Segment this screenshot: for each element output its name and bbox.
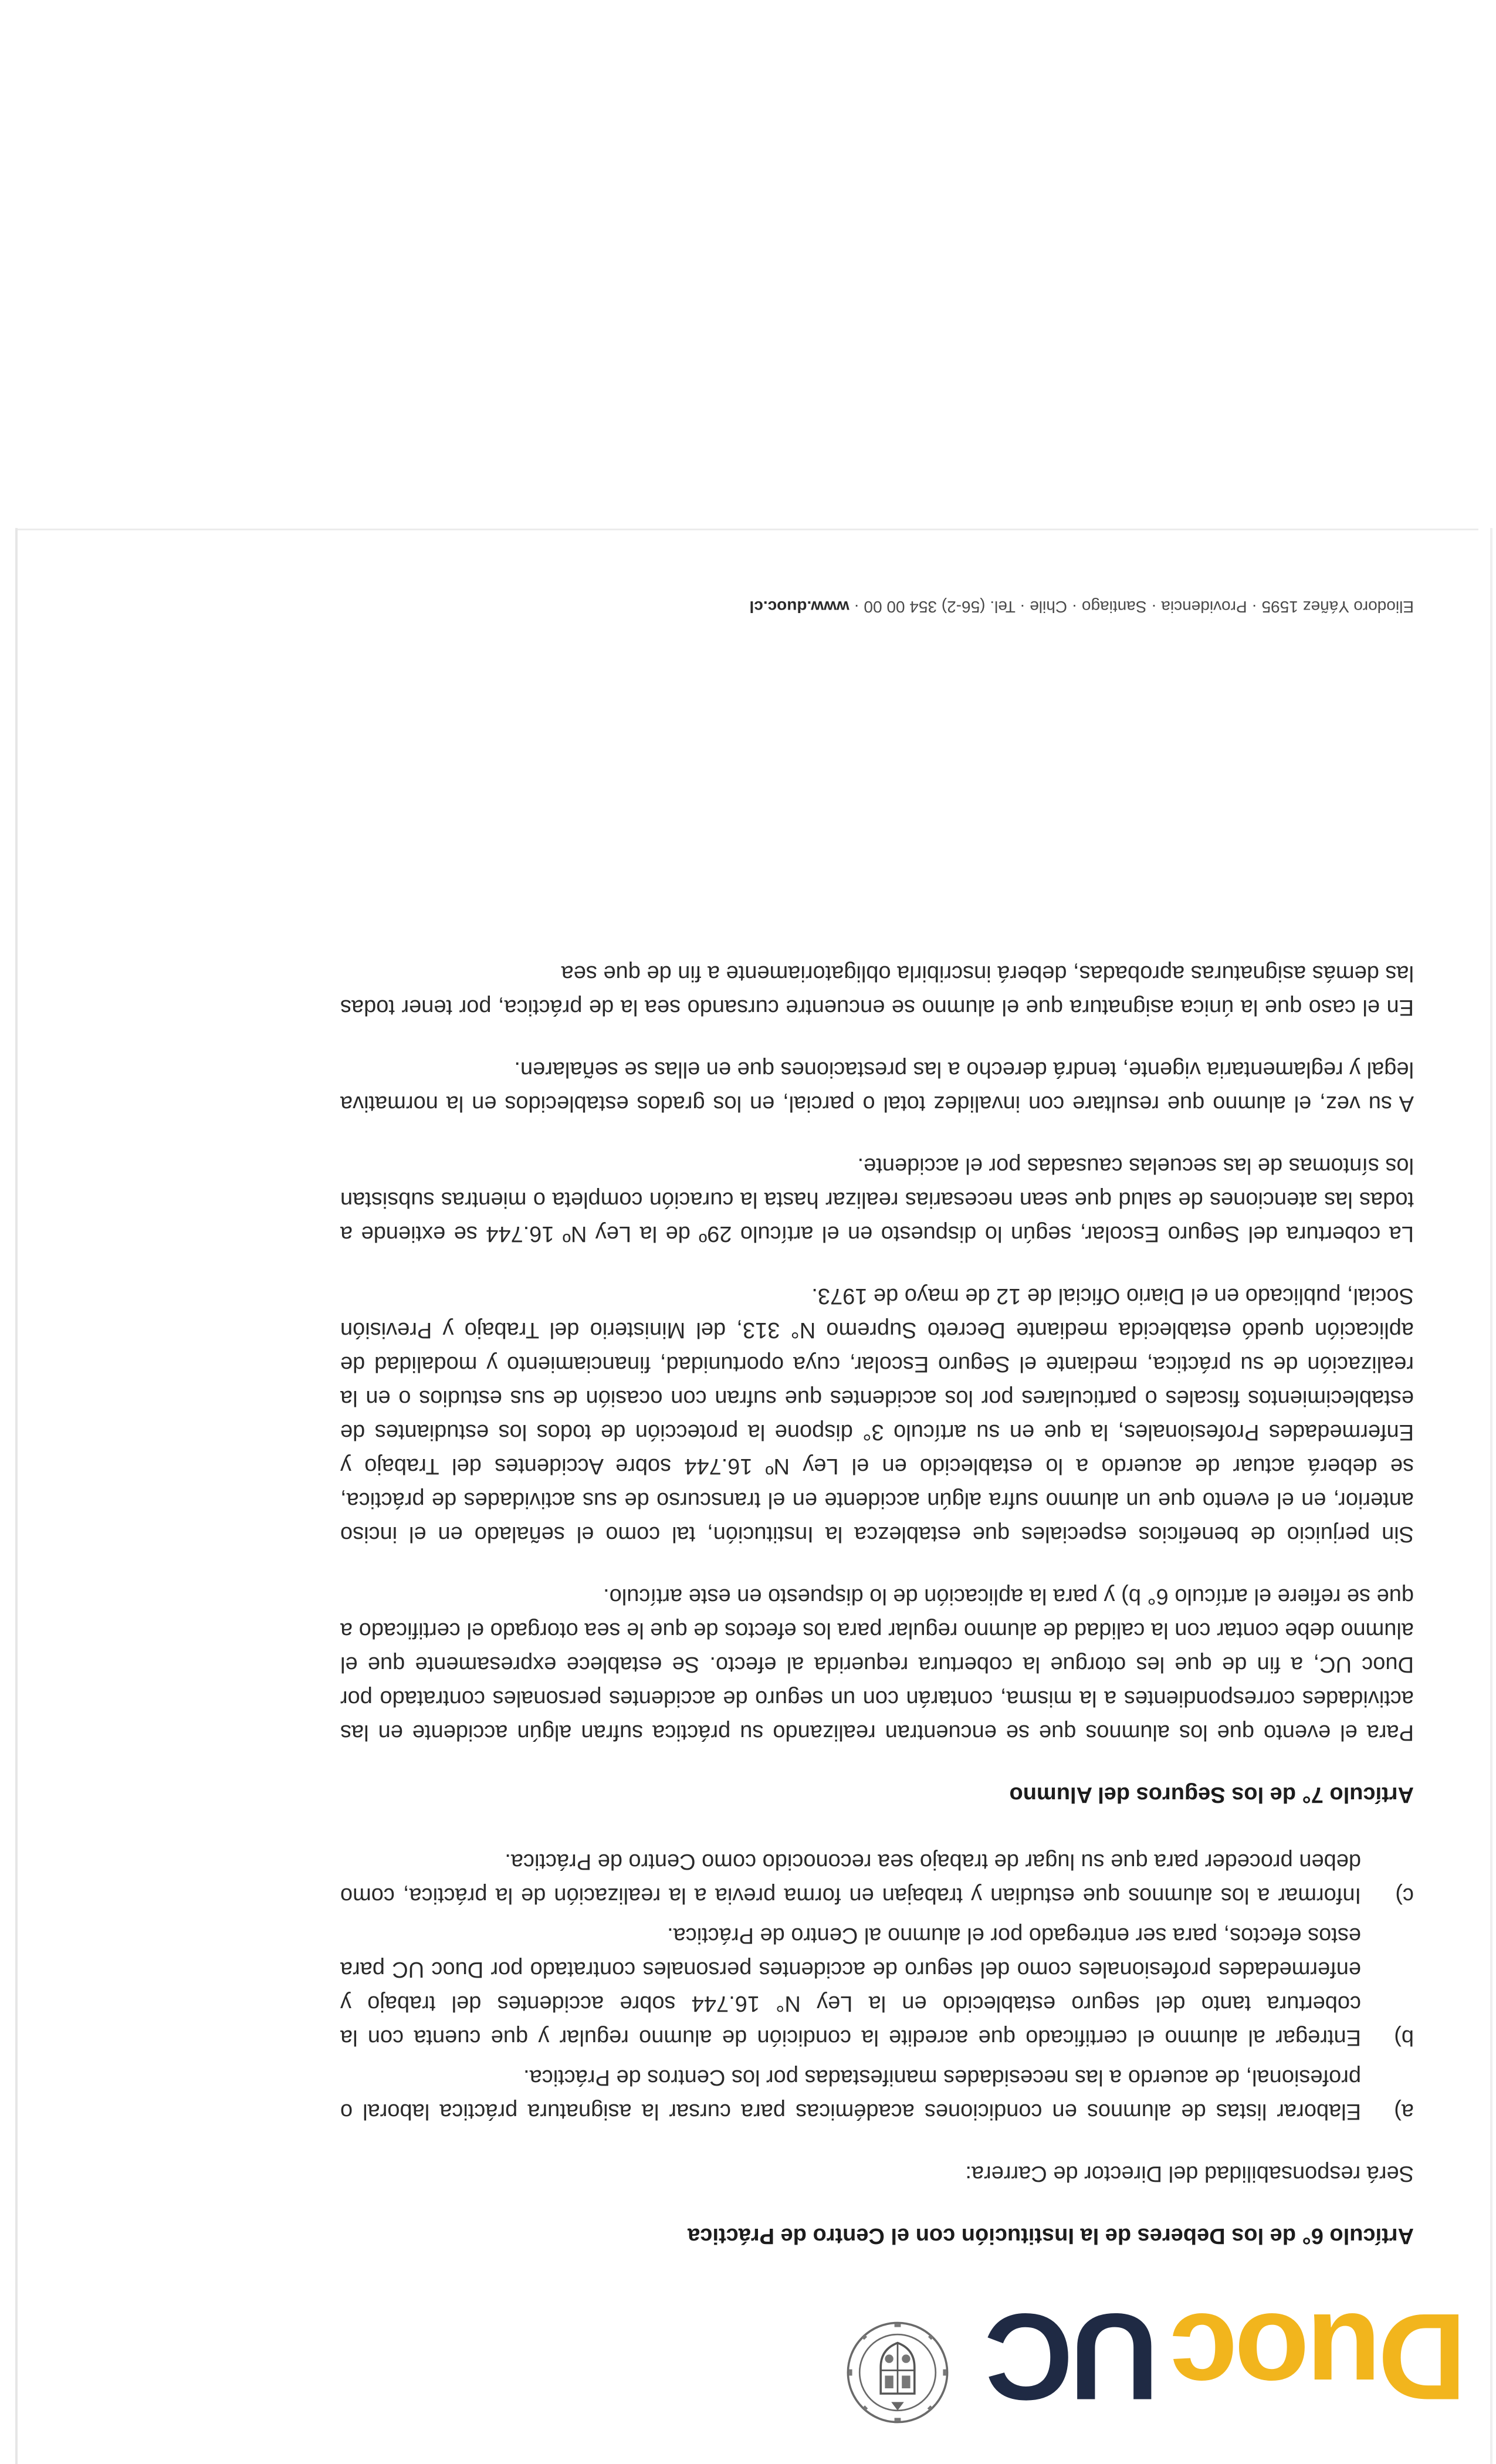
university-seal-icon bbox=[845, 2320, 950, 2425]
footer-website-link[interactable]: www.duoc.cl bbox=[749, 598, 849, 616]
article-7-paragraph: Para el evento que los alumnos que se encuentran realizando su práctica sufran algún accidente en las actividades correspondientes a la misma, contarán con un seguro de accidentes personales contratado por Duoc UC, a fin de que les otorgue la cobertura requerida al efecto. Se establece expresamente que el alumno debe contar con la calidad de alumno regular para los efectos de que le sea otorgado el certificado a que se refiere el artículo 6° b) y para la aplicación de lo dispuesto en este artículo. bbox=[340, 1584, 1414, 1745]
letterhead bbox=[880, 2288, 1467, 2430]
duoc-uc-logo bbox=[987, 2288, 1467, 2430]
list-marker: a) bbox=[1394, 2099, 1414, 2124]
list-marker: c) bbox=[1395, 1883, 1414, 1908]
logo-uc-text: UC bbox=[987, 2288, 1159, 2426]
list-marker: b) bbox=[1394, 2025, 1414, 2050]
document-body bbox=[340, 928, 1414, 2253]
footer-address: Eliodoro Yáñez 1595 · Providencia · Santiago · Chile · Tel. (56-2) 354 00 00 · bbox=[849, 598, 1414, 616]
list-item bbox=[340, 1844, 1414, 1913]
list-item bbox=[340, 2060, 1414, 2128]
article-7-paragraph: A su vez, el alumno que resultare con invalidez total o parcial, en los grados establecidos en la normativa legal y reglamentaria vigente, tendrá derecho a las prestaciones que en ellas se señalaren. bbox=[340, 1057, 1414, 1116]
article-7-heading: Artículo 7° de los Seguros del Alumno bbox=[1009, 1782, 1414, 1807]
logo-duoc-text: Duoc bbox=[1173, 2288, 1467, 2426]
article-6-list bbox=[340, 1844, 1414, 2128]
article-7-paragraph: Sin perjuicio de beneficios especiales que establezca la Institución, tal como el señalado en el inciso anterior, en el evento que un alumno sufra algún accidente en el transcurso de sus actividades de práctica, se deberá actuar de acuerdo a lo establecido en el Ley Nº 16.744 sobre Accidentes del Trabajo y Enfermedades Profesionales, la que en su artículo 3° dispone la protección de todos los estudiantes de establecimientos fiscales o particulares por los accidentes que sufran con ocasión de sus estudios o en la realización de su práctica, mediante el Seguro Escolar, cuya oportunidad, financiamiento y modalidad de aplicación quedó establecida mediante Decreto Supremo N° 313, del Ministerio del Trabajo y Previsión Social, publicado en el Diario Oficial de 12 de mayo de 1973. bbox=[340, 1284, 1414, 1546]
list-item bbox=[340, 1918, 1414, 2055]
list-item-text: Informar a los alumnos que estudian y trabajan en forma previa a la realización de la práctica, como deben proceder para que su lugar de trabajo sea reconocido como Centro de Práctica. bbox=[340, 1849, 1361, 1908]
list-item-text: Entregar al alumno el certificado que acredite la condición de alumno regular y que cuenta con la cobertura tanto del seguro establecido en la Ley N° 16.744 sobre accidentes del trabajo y enfermedades profesionales como del seguro de accidentes personales contratado por Duoc UC para estos efectos, para ser entregado por el alumno al Centro de Práctica. bbox=[340, 1923, 1361, 2050]
page-footer bbox=[750, 597, 1414, 616]
list-item-text: Elaborar listas de alumnos en condiciones académicas para cursar la asignatura práctica laboral o profesional, de acuerdo a las necesidades manifestadas por los Centros de Práctica. bbox=[340, 2065, 1361, 2124]
page-edge bbox=[1490, 528, 1492, 2464]
page-edge bbox=[15, 528, 18, 2464]
article-6-intro: Será responsabilidad del Director de Carrera: bbox=[965, 2161, 1414, 2186]
document-page bbox=[18, 528, 1478, 2464]
article-7-paragraph: La cobertura del Seguro Escolar, según lo dispuesto en el artículo 29º de la Ley Nº 16.744 se extiende a todas las atenciones de salud que sean necesarias realizar hasta la curación completa o mientras subsistan los síntomas de las secuelas causadas por el accidente. bbox=[340, 1153, 1414, 1246]
article-6-heading: Artículo 6° de los Deberes de la Institución con el Centro de Práctica bbox=[688, 2223, 1414, 2248]
page-edge bbox=[18, 529, 1478, 530]
article-7-paragraph: En el caso que la única asignatura que el alumno se encuentre cursando sea la de práctica, por tener todas las demás asignaturas aprobadas, deberá inscribirla obligatoriamente a fin de que sea bbox=[340, 961, 1414, 1020]
